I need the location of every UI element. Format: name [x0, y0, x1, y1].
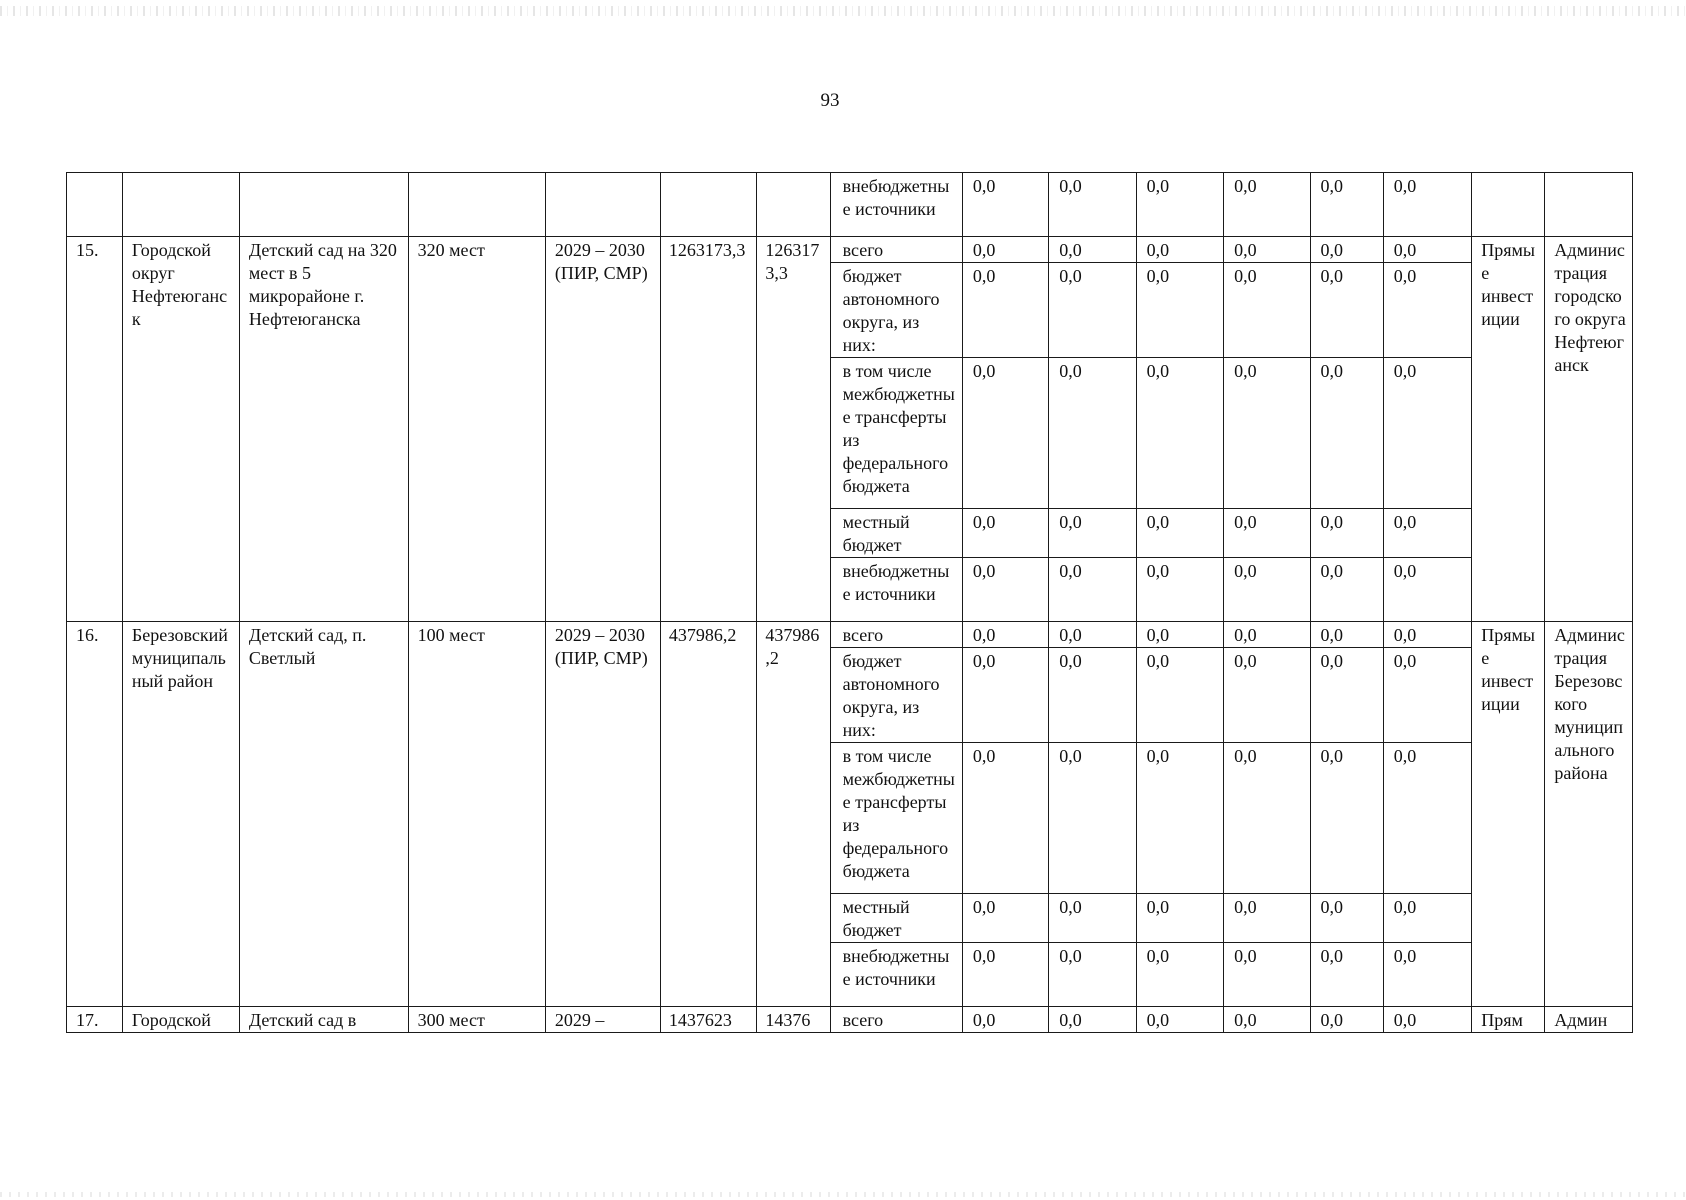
investment-form-cell: Прям: [1472, 1007, 1545, 1033]
value-cell: 0,0: [1049, 263, 1136, 358]
cost-remaining-cell: 437986,2: [757, 622, 830, 1007]
source-cell: местный бюджет: [830, 894, 962, 943]
capacity-cell: 300 мест: [408, 1007, 545, 1033]
customer-cell: Админ: [1545, 1007, 1633, 1033]
value-cell: 0,0: [962, 263, 1048, 358]
empty-cell: [757, 173, 830, 237]
value-cell: 0,0: [1383, 743, 1471, 894]
value-cell: 0,0: [1136, 1007, 1223, 1033]
value-cell: 0,0: [1224, 894, 1310, 943]
capacity-cell: 320 мест: [408, 237, 545, 622]
period-cell: 2029 –: [545, 1007, 660, 1033]
value-cell: 0,0: [1383, 622, 1471, 648]
value-cell: 0,0: [1049, 237, 1136, 263]
value-cell: 0,0: [1383, 1007, 1471, 1033]
value-cell: 0,0: [1310, 648, 1383, 743]
cost-remaining-cell: 14376: [757, 1007, 830, 1033]
source-cell: всего: [830, 237, 962, 263]
value-cell: 0,0: [1049, 743, 1136, 894]
value-cell: 0,0: [962, 173, 1048, 237]
row-number: 16.: [67, 622, 123, 1007]
cost-total-cell: 1263173,3: [660, 237, 757, 622]
source-cell: внебюджетные источники: [830, 943, 962, 1007]
empty-cell: [660, 173, 757, 237]
value-cell: 0,0: [1136, 648, 1223, 743]
source-cell: внебюджетные источники: [830, 173, 962, 237]
value-cell: 0,0: [962, 648, 1048, 743]
value-cell: 0,0: [1383, 509, 1471, 558]
value-cell: 0,0: [1224, 1007, 1310, 1033]
row-number: 15.: [67, 237, 123, 622]
value-cell: 0,0: [1383, 558, 1471, 622]
municipality-cell: Березовский муниципальный район: [122, 622, 239, 1007]
value-cell: 0,0: [1310, 943, 1383, 1007]
empty-cell: [67, 173, 123, 237]
value-cell: 0,0: [1310, 622, 1383, 648]
empty-cell: [122, 173, 239, 237]
value-cell: 0,0: [1383, 263, 1471, 358]
value-cell: 0,0: [962, 743, 1048, 894]
value-cell: 0,0: [1136, 263, 1223, 358]
value-cell: 0,0: [1224, 558, 1310, 622]
value-cell: 0,0: [1310, 894, 1383, 943]
value-cell: 0,0: [1224, 509, 1310, 558]
value-cell: 0,0: [1136, 622, 1223, 648]
value-cell: 0,0: [1310, 743, 1383, 894]
source-cell: в том числе межбюджетные трансферты из федерального бюджета: [830, 358, 962, 509]
row-number: 17.: [67, 1007, 123, 1033]
value-cell: 0,0: [962, 1007, 1048, 1033]
value-cell: 0,0: [962, 622, 1048, 648]
cost-remaining-cell: 1263173,3: [757, 237, 830, 622]
source-cell: бюджет автономного округа, из них:: [830, 648, 962, 743]
value-cell: 0,0: [1049, 648, 1136, 743]
value-cell: 0,0: [1136, 894, 1223, 943]
value-cell: 0,0: [1224, 622, 1310, 648]
value-cell: 0,0: [1049, 943, 1136, 1007]
empty-cell: [239, 173, 408, 237]
value-cell: 0,0: [1310, 173, 1383, 237]
value-cell: 0,0: [1383, 943, 1471, 1007]
source-cell: внебюджетные источники: [830, 558, 962, 622]
value-cell: 0,0: [1136, 558, 1223, 622]
value-cell: 0,0: [1310, 1007, 1383, 1033]
capacity-cell: 100 мест: [408, 622, 545, 1007]
scan-edge-bottom: [0, 1192, 1686, 1197]
value-cell: 0,0: [1136, 943, 1223, 1007]
value-cell: 0,0: [1310, 358, 1383, 509]
investment-form-cell: Прямые инвестиции: [1472, 622, 1545, 1007]
value-cell: 0,0: [1049, 558, 1136, 622]
value-cell: 0,0: [1136, 237, 1223, 263]
customer-cell: Администрация городского округа Нефтеюганск: [1545, 237, 1633, 622]
value-cell: 0,0: [1310, 509, 1383, 558]
scan-edge-top: [0, 6, 1686, 16]
value-cell: 0,0: [1136, 173, 1223, 237]
source-cell: всего: [830, 1007, 962, 1033]
value-cell: 0,0: [1049, 622, 1136, 648]
period-cell: 2029 – 2030 (ПИР, СМР): [545, 622, 660, 1007]
value-cell: 0,0: [962, 237, 1048, 263]
customer-cell: Администрация Березовского муниципального района: [1545, 622, 1633, 1007]
value-cell: 0,0: [1224, 648, 1310, 743]
cost-total-cell: 437986,2: [660, 622, 757, 1007]
cost-total-cell: 1437623: [660, 1007, 757, 1033]
value-cell: 0,0: [1310, 558, 1383, 622]
value-cell: 0,0: [962, 558, 1048, 622]
object-name-cell: Детский сад, п. Светлый: [239, 622, 408, 1007]
source-cell: местный бюджет: [830, 509, 962, 558]
municipality-cell: Городской округ Нефтеюганск: [122, 237, 239, 622]
value-cell: 0,0: [1310, 237, 1383, 263]
value-cell: 0,0: [1136, 358, 1223, 509]
source-cell: всего: [830, 622, 962, 648]
empty-cell: [545, 173, 660, 237]
table-row: [67, 173, 1633, 237]
investment-form-cell: Прямые инвестиции: [1472, 237, 1545, 622]
value-cell: 0,0: [1224, 358, 1310, 509]
value-cell: 0,0: [962, 358, 1048, 509]
period-cell: 2029 – 2030 (ПИР, СМР): [545, 237, 660, 622]
value-cell: 0,0: [1383, 237, 1471, 263]
object-name-cell: Детский сад на 320 мест в 5 микрорайоне г. Нефтеюганска: [239, 237, 408, 622]
empty-cell: [1545, 173, 1633, 237]
empty-cell: [408, 173, 545, 237]
value-cell: 0,0: [1383, 358, 1471, 509]
value-cell: 0,0: [1136, 509, 1223, 558]
value-cell: 0,0: [1049, 509, 1136, 558]
municipality-cell: Городской: [122, 1007, 239, 1033]
empty-cell: [1472, 173, 1545, 237]
value-cell: 0,0: [962, 509, 1048, 558]
value-cell: 0,0: [1310, 263, 1383, 358]
value-cell: 0,0: [1049, 358, 1136, 509]
source-cell: в том числе межбюджетные трансферты из федерального бюджета: [830, 743, 962, 894]
table-row: [67, 622, 1633, 648]
value-cell: 0,0: [1049, 173, 1136, 237]
value-cell: 0,0: [1224, 263, 1310, 358]
value-cell: 0,0: [1383, 648, 1471, 743]
value-cell: 0,0: [1049, 894, 1136, 943]
source-cell: бюджет автономного округа, из них:: [830, 263, 962, 358]
value-cell: 0,0: [1383, 173, 1471, 237]
value-cell: 0,0: [1224, 943, 1310, 1007]
value-cell: 0,0: [1224, 237, 1310, 263]
value-cell: 0,0: [1224, 173, 1310, 237]
investment-table: [66, 172, 1633, 1033]
value-cell: 0,0: [962, 943, 1048, 1007]
value-cell: 0,0: [962, 894, 1048, 943]
value-cell: 0,0: [1049, 1007, 1136, 1033]
table-row: [67, 1007, 1633, 1033]
value-cell: 0,0: [1383, 894, 1471, 943]
page-number: 93: [820, 90, 840, 111]
table-body: [67, 173, 1633, 1033]
table-row: [67, 237, 1633, 263]
value-cell: 0,0: [1224, 743, 1310, 894]
object-name-cell: Детский сад в: [239, 1007, 408, 1033]
value-cell: 0,0: [1136, 743, 1223, 894]
